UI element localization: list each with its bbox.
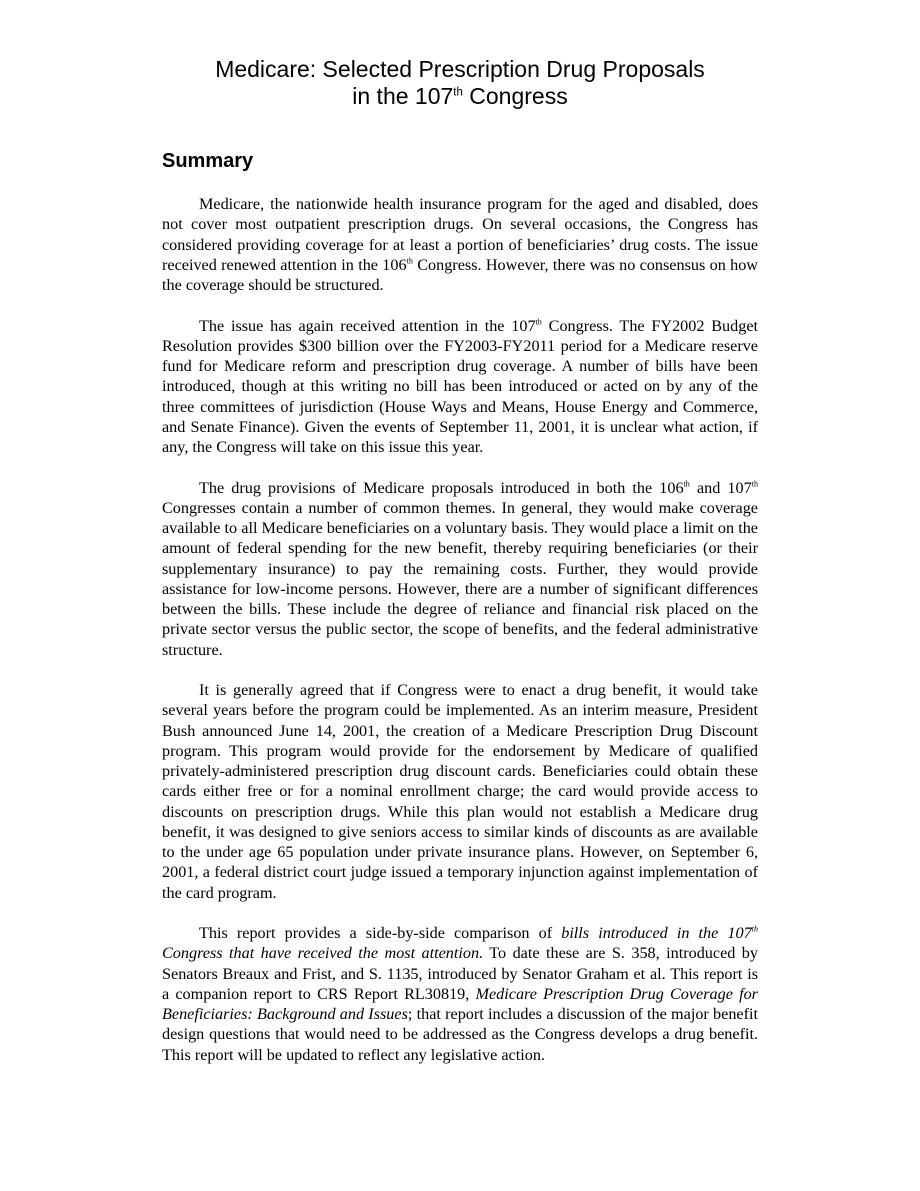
p2-superscript: th [535,317,542,327]
paragraph-4: It is generally agreed that if Congress were to enact a drug benefit, it would take several years before the program could be implemented. As an interim measure, President Bush announced June 14, 2001, the creation of a Medicare Prescription Drug Discount program. This program would provide for the endorsement by Medicare of qualified privately-administered prescription drug discount cards. Beneficiaries could obtain these cards either free or for a nominal enrollment charge; the card would provide access to discounts on prescription drugs. While this plan would not establish a Medicare drug benefit, it was designed to give seniors access to similar kinds of discounts as are available to the under age 65 population under private insurance plans. However, on September 6, 2001, a federal district court judge issued a temporary injunction against implementation of the card program. [162,681,758,902]
p3-superscript-2: th [751,479,759,489]
p1-text-a: Medicare, the nationwide health insurance program for the aged and disabled, does not cover most outpatient prescription drugs. On several occasions, the Congress has considered providing coverage for at least a portion of beneficiaries’ drug costs. The issue received renewed attention in the 106 [162,195,758,274]
paragraph-5 [162,923,758,1065]
p3-text-a: The drug provisions of Medicare proposals introduced in both the 106 [199,478,684,497]
document-title [0,56,920,110]
p3-text-b: and 107 [689,478,752,497]
title-superscript: th [453,86,463,99]
summary-body [162,194,758,1065]
title-line-2 [0,83,920,110]
paragraph-3 [162,478,758,660]
paragraph-2 [162,316,758,458]
p1-text-b: Congress. However, there was no consensus on how the coverage should be structured. [162,255,758,294]
p5-text-a: This report provides a side-by-side comparison of [199,924,562,942]
section-heading: Summary [162,150,254,172]
p5-text-b: To date these are S. 358, introduced by Senators Breaux and Frist, and S. 1135, introduced by Senator Graham et al. This report is a companion report to CRS Report RL30819, [162,944,758,1003]
title-line-2-suffix: Congress [462,83,568,109]
p5-superscript: th [751,924,758,934]
title-line-1: Medicare: Selected Prescription Drug Proposals [215,56,705,82]
p1-superscript: th [406,256,413,266]
p5-report-title: Medicare Prescription Drug Coverage for Beneficiaries: Background and Issues [162,984,758,1023]
p5-text-c: ; that report includes a discussion of the major benefit design questions that would need to be addressed as the Congress develops a drug benefit. This report will be updated to reflect any legislative action. [162,1005,759,1064]
p2-text-a: The issue has again received attention in the 107 [199,316,536,335]
p5-italic-1: bills introduced in the 107 [561,924,752,942]
p2-text-b: Congress. The FY2002 Budget Resolution provides $300 billion over the FY2003-FY2011 period for a Medicare reserve fund for Medicare reform and prescription drug coverage. A number of bills have been introduced, though at this writing no bill has been introduced or acted on by any of the three committees of jurisdiction (House Ways and Means, House Energy and Commerce, and Senate Finance). Given the events of September 11, 2001, it is unclear what action, if any, the Congress will take on this issue this year. [162,316,758,456]
paragraph-1 [162,194,758,295]
p3-text-c: Congresses contain a number of common themes. In general, they would make coverage available to all Medicare beneficiaries on a voluntary basis. They would place a limit on the amount of federal spending for the new benefit, thereby requiring beneficiaries (or their supplementary insurance) to pay the remaining costs. Further, they would provide assistance for low-income persons. However, there are a number of significant differences between the bills. These include the degree of reliance and financial risk placed on the private sector versus the public sector, the scope of benefits, and the federal administrative structure. [162,498,758,659]
p3-superscript-1: th [683,479,690,489]
p5-italic-2: Congress that have received the most attention. [162,944,484,963]
title-line-2-prefix: in the 107 [352,83,454,109]
